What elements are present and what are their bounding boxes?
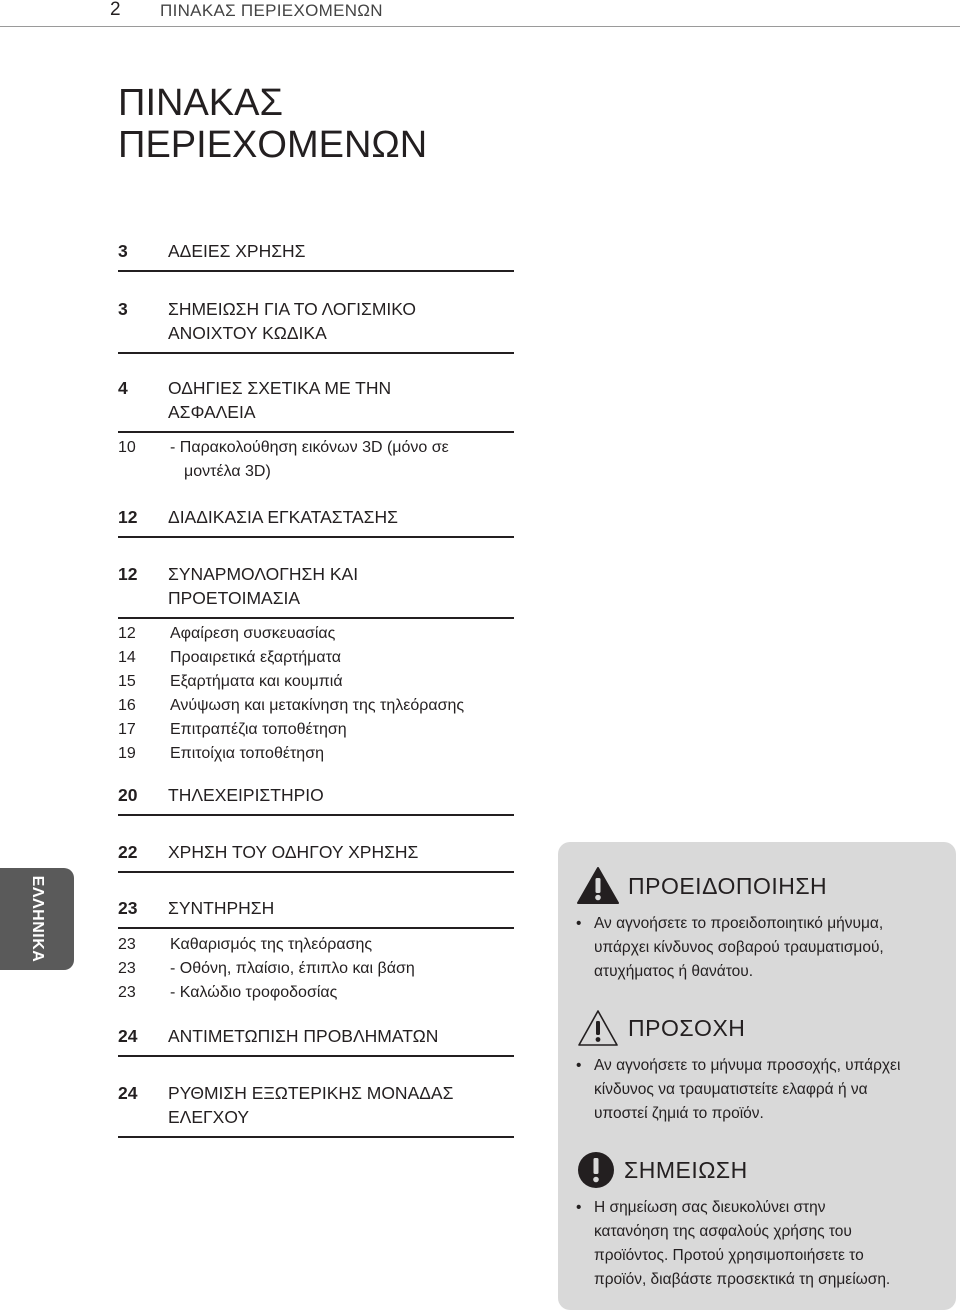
toc-entry[interactable] <box>118 562 514 610</box>
toc-subentry[interactable] <box>118 436 514 484</box>
toc-section <box>118 896 514 1005</box>
toc-page-number: 12 <box>118 564 138 584</box>
caution-notice <box>576 1006 948 1126</box>
toc-section <box>118 562 514 766</box>
bullet-icon: • <box>576 915 582 932</box>
toc-subentry-title: Εξαρτήματα και κουμπιά <box>170 673 343 690</box>
bullet-icon: • <box>576 1199 582 1216</box>
toc-divider <box>118 270 514 272</box>
toc-entry[interactable] <box>118 896 514 920</box>
toc-entry[interactable] <box>118 505 514 529</box>
note-circle-icon <box>576 1150 616 1190</box>
caution-outline-icon <box>576 1008 620 1048</box>
toc-page-number: 20 <box>118 785 138 805</box>
toc-entry[interactable] <box>118 297 514 345</box>
toc-entry-title: ΧΡΗΣΗ ΤΟΥ ΟΔΗΓΟΥ ΧΡΗΣΗΣ <box>168 842 419 862</box>
toc-entry-title: ΣΗΜΕΙΩΣΗ ΓΙΑ ΤΟ ΛΟΓΙΣΜΙΚΟ ΑΝΟΙΧΤΟΥ ΚΩΔΙΚΑ <box>168 299 417 343</box>
toc-subentry[interactable] <box>118 718 514 742</box>
toc-entry[interactable] <box>118 1024 514 1048</box>
toc-divider <box>118 1136 514 1138</box>
caution-text: Αν αγνοήσετε το μήνυμα προσοχής, υπάρχει κίνδυνος να τραυματιστείτε ελαφρά ή να υποστεί ζημιά το προϊόν. <box>594 1057 901 1122</box>
page-title-line-1: ΠΙΝΑΚΑΣ <box>118 82 283 124</box>
warning-title: ΠΡΟΕΙΔΟΠΟΙΗΣΗ <box>628 872 828 899</box>
toc-subentry[interactable] <box>118 742 514 766</box>
toc-page-number: 3 <box>118 241 128 261</box>
toc-page-number: 12 <box>118 507 138 527</box>
toc-section <box>118 840 514 873</box>
toc-section <box>118 1024 514 1057</box>
toc-page-number: 23 <box>118 960 136 977</box>
toc-entry-title: ΣΥΝΑΡΜΟΛΟΓΗΣΗ ΚΑΙ ΠΡΟΕΤΟΙΜΑΣΙΑ <box>168 564 359 608</box>
toc-section <box>118 783 514 816</box>
note-notice <box>576 1148 948 1292</box>
header-rule <box>0 26 960 27</box>
toc-page-number: 12 <box>118 625 136 642</box>
toc-page-number: 23 <box>118 898 138 918</box>
toc-subentry[interactable] <box>118 933 514 957</box>
toc-page-number: 24 <box>118 1026 138 1046</box>
note-text: Η σημείωση σας διευκολύνει στην κατανόηση της ασφαλούς χρήσης του προϊόντος. Προτού χρησιμοποιήσετε το προϊόν, διαβάστε προσεκτικά τη σημείωση. <box>594 1199 891 1288</box>
toc-page-number: 3 <box>118 299 128 319</box>
toc-page-number: 23 <box>118 984 136 1001</box>
toc-page-number: 14 <box>118 649 136 666</box>
toc-entry-title: ΔΙΑΔΙΚΑΣΙΑ ΕΓΚΑΤΑΣΤΑΣΗΣ <box>168 507 398 527</box>
toc-subentry-title: Καθαρισμός της τηλεόρασης <box>170 936 373 953</box>
toc-divider <box>118 814 514 816</box>
toc-subentry[interactable] <box>118 694 514 718</box>
toc-entry[interactable] <box>118 840 514 864</box>
toc-subentry-title: - Παρακολούθηση εικόνων 3D (μόνο σε μοντέλα 3D) <box>170 439 449 480</box>
toc-divider <box>118 1055 514 1057</box>
toc-subentry-title: - Οθόνη, πλαίσιο, έπιπλο και βάση <box>170 960 415 977</box>
toc-subentry[interactable] <box>118 670 514 694</box>
toc-section <box>118 376 514 484</box>
toc-page-number: 23 <box>118 936 136 953</box>
toc-entry[interactable] <box>118 376 514 424</box>
toc-entry-title: ΟΔΗΓΙΕΣ ΣΧΕΤΙΚΑ ΜΕ ΤΗΝ ΑΣΦΑΛΕΙΑ <box>168 378 392 422</box>
toc-page-number: 15 <box>118 673 136 690</box>
toc-subentry[interactable] <box>118 981 514 1005</box>
page-number: 2 <box>110 0 121 20</box>
caution-title: ΠΡΟΣΟΧΗ <box>628 1014 746 1041</box>
language-tab-label: ΕΛΛΗΝΙΚΑ <box>29 875 46 963</box>
toc-subentry-title: Επιτραπέζια τοποθέτηση <box>170 721 347 738</box>
note-title: ΣΗΜΕΙΩΣΗ <box>624 1156 748 1183</box>
toc-subentry-title: Επιτοίχια τοποθέτηση <box>170 745 324 762</box>
toc-entry-title: ΡΥΘΜΙΣΗ ΕΞΩΤΕΡΙΚΗΣ ΜΟΝΑΔΑΣ ΕΛΕΓΧΟΥ <box>168 1083 454 1127</box>
toc-page-number: 4 <box>118 378 128 398</box>
running-title: ΠΙΝΑΚΑΣ ΠΕΡΙΕΧΟΜΕΝΩΝ <box>160 1 383 20</box>
toc-entry-title: ΣΥΝΤΗΡΗΣΗ <box>168 898 275 918</box>
toc-subentry-title: Προαιρετικά εξαρτήματα <box>170 649 341 666</box>
toc-subentry[interactable] <box>118 646 514 670</box>
toc-section <box>118 505 514 538</box>
notice-panel <box>558 842 956 1310</box>
toc-divider <box>118 536 514 538</box>
toc-section <box>118 239 514 272</box>
toc-page-number: 24 <box>118 1083 138 1103</box>
toc-entry-title: ΤΗΛΕΧΕΙΡΙΣΤΗΡΙΟ <box>168 785 324 805</box>
warning-filled-icon <box>576 866 620 906</box>
toc-subentry-title: Ανύψωση και μετακίνηση της τηλεόρασης <box>170 697 465 714</box>
toc-page-number: 16 <box>118 697 136 714</box>
toc-page-number: 22 <box>118 842 138 862</box>
toc-entry[interactable] <box>118 783 514 807</box>
toc-section <box>118 297 514 354</box>
toc-subentry-title: Αφαίρεση συσκευασίας <box>170 625 336 642</box>
bullet-icon: • <box>576 1057 582 1074</box>
page-title <box>118 82 427 166</box>
toc-page-number: 19 <box>118 745 136 762</box>
warning-text: Αν αγνοήσετε το προειδοποιητικό μήνυμα, υπάρχει κίνδυνος σοβαρού τραυματισμού, ατυχήματος ή θανάτου. <box>594 915 884 980</box>
toc-divider <box>118 352 514 354</box>
toc-divider <box>118 871 514 873</box>
toc-subentry-title: - Καλώδιο τροφοδοσίας <box>170 984 338 1001</box>
toc-entry-title: ΑΔΕΙΕΣ ΧΡΗΣΗΣ <box>168 241 306 261</box>
toc-page-number: 10 <box>118 439 136 456</box>
toc-entry[interactable] <box>118 1081 514 1129</box>
warning-notice <box>576 864 948 984</box>
page-title-line-2: ΠΕΡΙΕΧΟΜΕΝΩΝ <box>118 124 428 166</box>
toc-section <box>118 1081 514 1138</box>
toc-subentry[interactable] <box>118 957 514 981</box>
toc-entry[interactable] <box>118 239 514 263</box>
toc-divider <box>118 431 514 433</box>
toc-entry-title: ΑΝΤΙΜΕΤΩΠΙΣΗ ΠΡΟΒΛΗΜΑΤΩΝ <box>168 1026 439 1046</box>
language-tab <box>0 868 74 970</box>
toc-page-number: 17 <box>118 721 136 738</box>
toc-subentry[interactable] <box>118 622 514 646</box>
